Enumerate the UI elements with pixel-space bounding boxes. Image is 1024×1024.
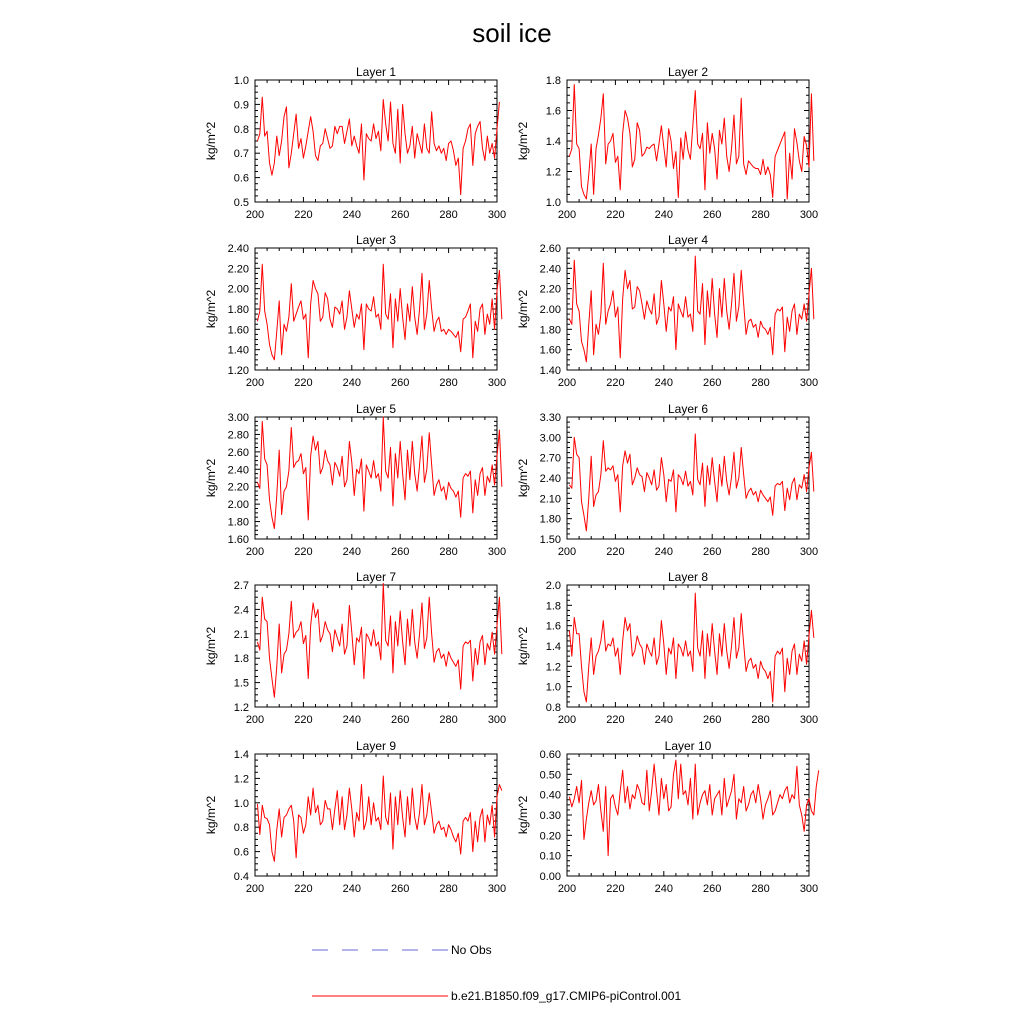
layer-10-title: Layer 10 [664,739,712,753]
legend-label-1: b.e21.B1850.f09_g17.CMIP6-piControl.001 [451,989,682,1003]
layer-4-x-tick-label: 260 [703,377,722,389]
layer-6-plot-frame [567,417,809,539]
layer-9-y-tick-label: 1.0 [233,797,249,810]
layer-3-x-tick-label: 200 [245,377,265,389]
layer-6-y-tick-label: 2.10 [539,493,561,506]
layer-2-y-tick-label: 1.0 [545,197,561,209]
layer-7-x-tick-label: 200 [245,714,265,726]
layer-9-x-tick-label: 220 [294,883,313,895]
layer-6-y-tick-label: 3.30 [539,412,561,424]
layer-7-series-line-0 [257,583,501,697]
layer-2-panel [516,65,818,221]
figure-title: soil ice [472,18,552,48]
layer-6-y-tick-label: 3.00 [539,432,561,445]
legend [312,943,681,1003]
layer-3-x-tick-label: 300 [487,377,507,389]
layer-10-x-tick-label: 200 [557,883,577,895]
layer-7-y-tick-label: 1.5 [233,677,249,690]
layer-9-panel [204,739,506,895]
layer-3-panel [204,233,506,389]
layer-4-x-tick-label: 280 [751,377,770,389]
layer-9-x-tick-label: 280 [439,883,458,895]
panels-grid [204,65,819,895]
layer-6-x-tick-label: 200 [557,546,577,558]
layer-5-x-tick-label: 200 [245,546,265,558]
layer-5-y-axis-label: kg/m^2 [204,458,218,498]
layer-1-title: Layer 1 [355,65,397,79]
layer-5-x-tick-label: 280 [439,546,458,558]
layer-8-y-tick-label: 2.0 [545,580,561,592]
layer-10-y-tick-label: 0.50 [539,769,561,782]
layer-5-series-line-0 [257,417,501,529]
layer-7-y-tick-label: 2.1 [233,628,249,641]
layer-2-x-tick-label: 300 [799,209,819,221]
layer-7-panel [204,570,506,726]
layer-4-y-tick-label: 2.20 [539,283,561,296]
layer-3-y-tick-label: 1.80 [227,304,249,316]
layer-1-y-tick-label: 0.5 [233,197,249,209]
layer-10-y-tick-label: 0.60 [539,749,561,761]
layer-10-y-axis-label: kg/m^2 [516,795,530,835]
layer-6-y-tick-label: 2.40 [539,473,561,485]
layer-9-y-tick-label: 1.2 [233,773,249,786]
layer-10-x-tick-label: 240 [654,883,673,895]
layer-4-x-tick-label: 300 [799,377,819,389]
layer-7-y-tick-label: 1.2 [233,702,249,714]
layer-1-x-tick-label: 200 [245,209,265,221]
layer-1-y-tick-label: 0.7 [233,148,249,161]
layer-7-y-tick-label: 2.4 [233,604,249,617]
layer-2-series-line-0 [569,85,813,199]
layer-8-y-tick-label: 1.4 [545,641,561,653]
layer-2-x-tick-label: 260 [703,209,722,221]
layer-5-x-tick-label: 300 [487,546,507,558]
layer-5-y-tick-label: 1.60 [227,534,249,546]
layer-9-x-tick-label: 240 [342,883,361,895]
layer-10-x-tick-label: 260 [703,883,722,895]
layer-8-x-tick-label: 220 [606,714,625,726]
layer-6-x-tick-label: 220 [606,546,625,558]
layer-4-x-tick-label: 200 [557,377,577,389]
layer-8-x-tick-label: 240 [654,714,673,726]
layer-8-title: Layer 8 [667,570,709,584]
layer-4-y-tick-label: 1.40 [539,365,561,377]
layer-2-y-tick-label: 1.8 [545,75,561,87]
layer-9-y-tick-label: 0.4 [233,871,249,883]
layer-5-panel [204,402,506,558]
layer-8-panel [516,570,818,726]
layer-7-y-tick-label: 2.7 [233,580,249,592]
layer-3-title: Layer 3 [355,233,397,247]
layer-10-y-tick-label: 0.30 [539,810,561,822]
layer-10-y-tick-label: 0.40 [539,789,561,802]
layer-3-y-tick-label: 2.40 [227,243,249,255]
layer-1-y-tick-label: 0.6 [233,172,249,185]
layer-8-y-tick-label: 1.2 [545,661,561,674]
legend-label-0: No Obs [451,943,492,957]
layer-3-y-tick-label: 1.60 [227,324,249,337]
layer-1-x-tick-label: 240 [342,209,361,221]
layer-5-title: Layer 5 [355,402,397,416]
layer-5-y-tick-label: 3.00 [227,412,249,424]
layer-6-x-tick-label: 260 [703,546,722,558]
layer-10-y-tick-label: 0.00 [539,871,561,883]
layer-9-series-line-0 [257,776,501,861]
layer-6-y-axis-label: kg/m^2 [516,458,530,498]
layer-6-panel [516,402,818,558]
layer-1-y-tick-label: 0.8 [233,123,249,136]
layer-5-y-tick-label: 2.40 [227,464,249,477]
layer-9-y-tick-label: 0.8 [233,822,249,835]
layer-8-x-tick-label: 260 [703,714,722,726]
layer-8-x-tick-label: 300 [799,714,819,726]
layer-1-series-line-0 [257,97,499,195]
layer-10-series-line-0 [569,760,818,856]
layer-3-x-tick-label: 240 [342,377,361,389]
layer-9-plot-frame [255,754,497,876]
layer-8-plot-frame [567,585,809,707]
layer-6-x-tick-label: 300 [799,546,819,558]
layer-3-y-tick-label: 2.00 [227,283,249,296]
layer-3-y-tick-label: 1.40 [227,344,249,357]
layer-2-x-tick-label: 200 [557,209,577,221]
layer-3-y-tick-label: 1.20 [227,365,249,377]
layer-4-y-tick-label: 2.60 [539,243,561,255]
layer-9-x-tick-label: 300 [487,883,507,895]
layer-1-y-tick-label: 1.0 [233,75,249,87]
layer-8-y-axis-label: kg/m^2 [516,626,530,666]
layer-7-y-axis-label: kg/m^2 [204,626,218,666]
layer-6-y-tick-label: 1.80 [539,513,561,526]
layer-8-series-line-0 [569,593,813,702]
layer-1-y-axis-label: kg/m^2 [204,121,218,161]
layer-9-y-axis-label: kg/m^2 [204,795,218,835]
layer-4-title: Layer 4 [667,233,709,247]
layer-9-x-tick-label: 200 [245,883,265,895]
layer-9-x-tick-label: 260 [391,883,410,895]
layer-2-y-tick-label: 1.2 [545,166,561,179]
layer-4-series-line-0 [569,256,813,362]
layer-3-series-line-0 [257,264,501,360]
layer-5-y-tick-label: 2.80 [227,429,249,442]
layer-6-x-tick-label: 240 [654,546,673,558]
layer-8-x-tick-label: 280 [751,714,770,726]
layer-1-x-tick-label: 280 [439,209,458,221]
layer-10-y-tick-label: 0.10 [539,850,561,863]
layer-1-panel [204,65,506,221]
layer-5-y-tick-label: 2.00 [227,499,249,512]
layer-7-x-tick-label: 240 [342,714,361,726]
legend-entry-0 [312,943,492,957]
layer-5-x-tick-label: 220 [294,546,313,558]
layer-5-y-tick-label: 1.80 [227,516,249,529]
layer-4-x-tick-label: 240 [654,377,673,389]
layer-9-title: Layer 9 [355,739,397,753]
layer-4-x-tick-label: 220 [606,377,625,389]
layer-3-y-tick-label: 2.20 [227,263,249,276]
layer-2-x-tick-label: 280 [751,209,770,221]
layer-2-y-tick-label: 1.6 [545,105,561,118]
layer-7-x-tick-label: 260 [391,714,410,726]
layer-2-title: Layer 2 [667,65,709,79]
layer-1-x-tick-label: 260 [391,209,410,221]
layer-4-y-axis-label: kg/m^2 [516,289,530,329]
layer-9-y-tick-label: 0.6 [233,846,249,859]
layer-5-y-tick-label: 2.20 [227,481,249,494]
layer-4-y-tick-label: 1.80 [539,324,561,337]
legend-entry-1 [312,989,681,1003]
layer-9-y-tick-label: 1.4 [233,749,249,761]
layer-2-x-tick-label: 240 [654,209,673,221]
layer-7-title: Layer 7 [355,570,397,584]
layer-6-series-line-0 [569,434,813,531]
layer-10-panel [516,739,819,895]
layer-4-y-tick-label: 2.40 [539,263,561,276]
layer-8-y-tick-label: 1.8 [545,600,561,613]
layer-8-y-tick-label: 0.8 [545,702,561,714]
layer-3-x-tick-label: 260 [391,377,410,389]
layer-5-x-tick-label: 260 [391,546,410,558]
layer-1-x-tick-label: 300 [487,209,507,221]
layer-5-y-tick-label: 2.60 [227,446,249,459]
layer-10-y-tick-label: 0.20 [539,830,561,843]
layer-10-x-tick-label: 220 [606,883,625,895]
layer-7-x-tick-label: 300 [487,714,507,726]
layer-1-x-tick-label: 220 [294,209,313,221]
layer-4-y-tick-label: 1.60 [539,344,561,357]
layer-6-x-tick-label: 280 [751,546,770,558]
layer-3-x-tick-label: 220 [294,377,313,389]
layer-10-x-tick-label: 280 [751,883,770,895]
layer-6-y-tick-label: 2.70 [539,452,561,465]
layer-7-x-tick-label: 280 [439,714,458,726]
layer-1-plot-frame [255,80,497,202]
layer-1-y-tick-label: 0.9 [233,99,249,112]
layer-2-y-axis-label: kg/m^2 [516,121,530,161]
layer-3-x-tick-label: 280 [439,377,458,389]
layer-5-x-tick-label: 240 [342,546,361,558]
layer-8-y-tick-label: 1.0 [545,681,561,694]
layer-2-x-tick-label: 220 [606,209,625,221]
layer-8-x-tick-label: 200 [557,714,577,726]
layer-7-y-tick-label: 1.8 [233,653,249,666]
layer-6-title: Layer 6 [667,402,709,416]
layer-4-y-tick-label: 2.00 [539,304,561,316]
layer-2-y-tick-label: 1.4 [545,136,561,148]
layer-3-y-axis-label: kg/m^2 [204,289,218,329]
layer-6-y-tick-label: 1.50 [539,534,561,546]
layer-7-x-tick-label: 220 [294,714,313,726]
layer-8-y-tick-label: 1.6 [545,620,561,633]
layer-10-x-tick-label: 300 [799,883,819,895]
layer-4-panel [516,233,818,389]
